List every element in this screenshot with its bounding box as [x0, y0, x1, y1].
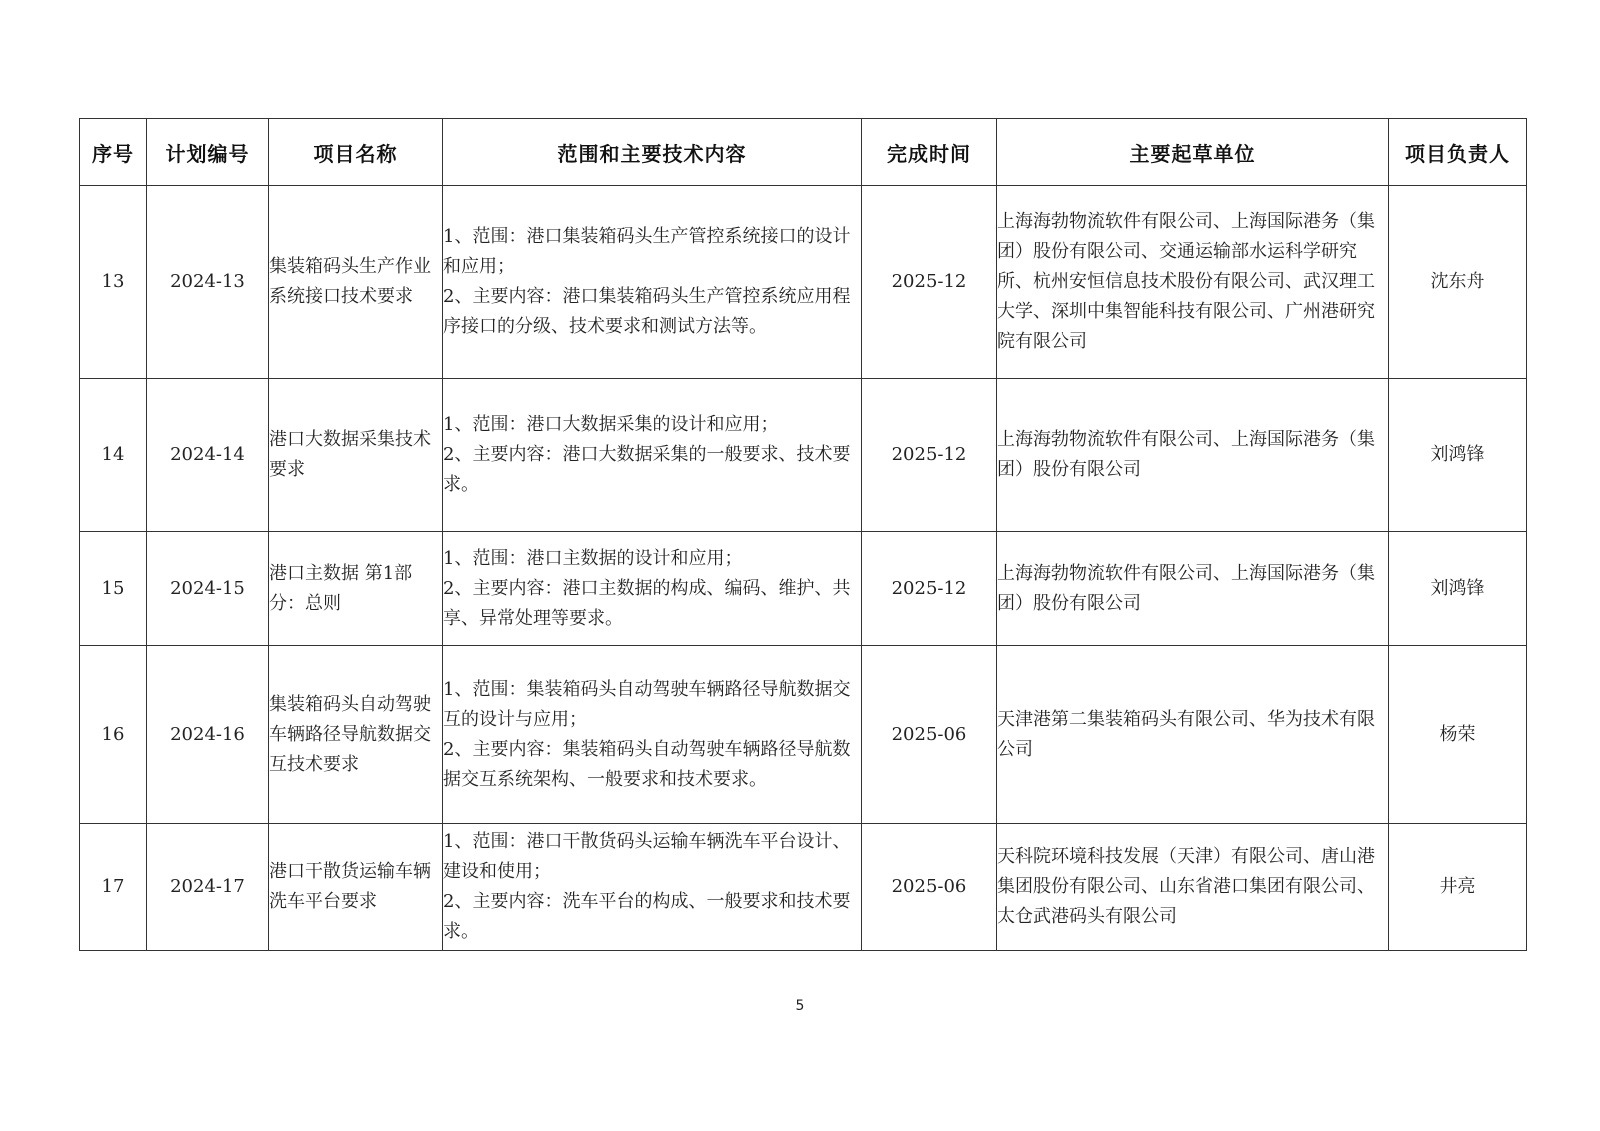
project-name-text: 港口干散货运输车辆洗车平台要求	[269, 861, 431, 912]
drafting-units-text: 上海海勃物流软件有限公司、上海国际港务（集团）股份有限公司、交通运输部水运科学研究所、杭州安恒信息技术股份有限公司、武汉理工大学、深圳中集智能科技有限公司、广州港研究院有限公司	[997, 211, 1375, 352]
cell-plan-no: 2024-15	[147, 532, 269, 646]
header-scope: 范围和主要技术内容	[443, 119, 862, 186]
cell-lead: 杨荣	[1389, 646, 1527, 824]
scope-content-text: 2、主要内容：港口大数据采集的一般要求、技术要求。	[443, 444, 851, 495]
page-number: 5	[795, 998, 805, 1014]
project-name-text: 港口大数据采集技术要求	[269, 429, 431, 480]
cell-plan-no: 2024-16	[147, 646, 269, 824]
cell-project-name	[269, 186, 443, 379]
cell-scope	[443, 646, 862, 824]
header-project-name: 项目名称	[269, 119, 443, 186]
scope-content-text: 2、主要内容：集装箱码头自动驾驶车辆路径导航数据交互系统架构、一般要求和技术要求。	[443, 738, 851, 790]
table-row	[80, 646, 1527, 824]
scope-range-text: 1、范围：港口集装箱码头生产管控系统接口的设计和应用；	[443, 226, 851, 277]
table-row	[80, 532, 1527, 646]
cell-scope	[443, 379, 862, 532]
table-row	[80, 379, 1527, 532]
cell-lead: 沈东舟	[1389, 186, 1527, 379]
cell-completion: 2025-06	[862, 824, 997, 951]
drafting-units-text: 上海海勃物流软件有限公司、上海国际港务（集团）股份有限公司	[997, 429, 1375, 480]
cell-plan-no: 2024-14	[147, 379, 269, 532]
cell-drafting-units	[997, 824, 1389, 951]
header-drafting-units: 主要起草单位	[997, 119, 1389, 186]
cell-seq: 14	[80, 379, 147, 532]
cell-seq: 17	[80, 824, 147, 951]
scope-range-text: 1、范围：集装箱码头自动驾驶车辆路径导航数据交互的设计与应用；	[443, 678, 851, 730]
cell-scope	[443, 186, 862, 379]
scope-content-text: 2、主要内容：港口集装箱码头生产管控系统应用程序接口的分级、技术要求和测试方法等。	[443, 286, 851, 337]
cell-seq: 13	[80, 186, 147, 379]
cell-scope	[443, 532, 862, 646]
cell-scope	[443, 824, 862, 951]
scope-range-text: 1、范围：港口干散货码头运输车辆洗车平台设计、建设和使用；	[443, 831, 851, 882]
header-lead: 项目负责人	[1389, 119, 1527, 186]
table-header-row	[80, 119, 1527, 186]
standards-plan-table	[79, 118, 1527, 951]
cell-seq: 16	[80, 646, 147, 824]
project-name-text: 港口主数据 第1部分：总则	[269, 562, 413, 614]
cell-lead: 井亮	[1389, 824, 1527, 951]
cell-project-name	[269, 532, 443, 646]
scope-range-text: 1、范围：港口大数据采集的设计和应用；	[443, 414, 779, 435]
cell-completion: 2025-12	[862, 186, 997, 379]
cell-plan-no: 2024-17	[147, 824, 269, 951]
drafting-units-text: 上海海勃物流软件有限公司、上海国际港务（集团）股份有限公司	[997, 562, 1375, 614]
drafting-units-text: 天津港第二集装箱码头有限公司、华为技术有限公司	[997, 708, 1375, 760]
cell-drafting-units	[997, 532, 1389, 646]
scope-content-text: 2、主要内容：港口主数据的构成、编码、维护、共享、异常处理等要求。	[443, 577, 851, 629]
project-name-text: 集装箱码头自动驾驶车辆路径导航数据交互技术要求	[269, 693, 431, 775]
cell-drafting-units	[997, 186, 1389, 379]
scope-range-text: 1、范围：港口主数据的设计和应用；	[443, 547, 743, 569]
project-name-text: 集装箱码头生产作业系统接口技术要求	[269, 256, 431, 307]
header-plan-no: 计划编号	[147, 119, 269, 186]
cell-project-name	[269, 379, 443, 532]
cell-lead: 刘鸿锋	[1389, 379, 1527, 532]
header-seq: 序号	[80, 119, 147, 186]
cell-completion: 2025-12	[862, 532, 997, 646]
cell-plan-no: 2024-13	[147, 186, 269, 379]
table-row	[80, 186, 1527, 379]
drafting-units-text: 天科院环境科技发展（天津）有限公司、唐山港集团股份有限公司、山东省港口集团有限公司、太仓武港码头有限公司	[997, 846, 1375, 927]
cell-lead: 刘鸿锋	[1389, 532, 1527, 646]
cell-drafting-units	[997, 646, 1389, 824]
header-completion: 完成时间	[862, 119, 997, 186]
cell-drafting-units	[997, 379, 1389, 532]
cell-completion: 2025-06	[862, 646, 997, 824]
cell-completion: 2025-12	[862, 379, 997, 532]
cell-project-name	[269, 824, 443, 951]
cell-seq: 15	[80, 532, 147, 646]
cell-project-name	[269, 646, 443, 824]
scope-content-text: 2、主要内容：洗车平台的构成、一般要求和技术要求。	[443, 891, 851, 942]
table-row	[80, 824, 1527, 951]
